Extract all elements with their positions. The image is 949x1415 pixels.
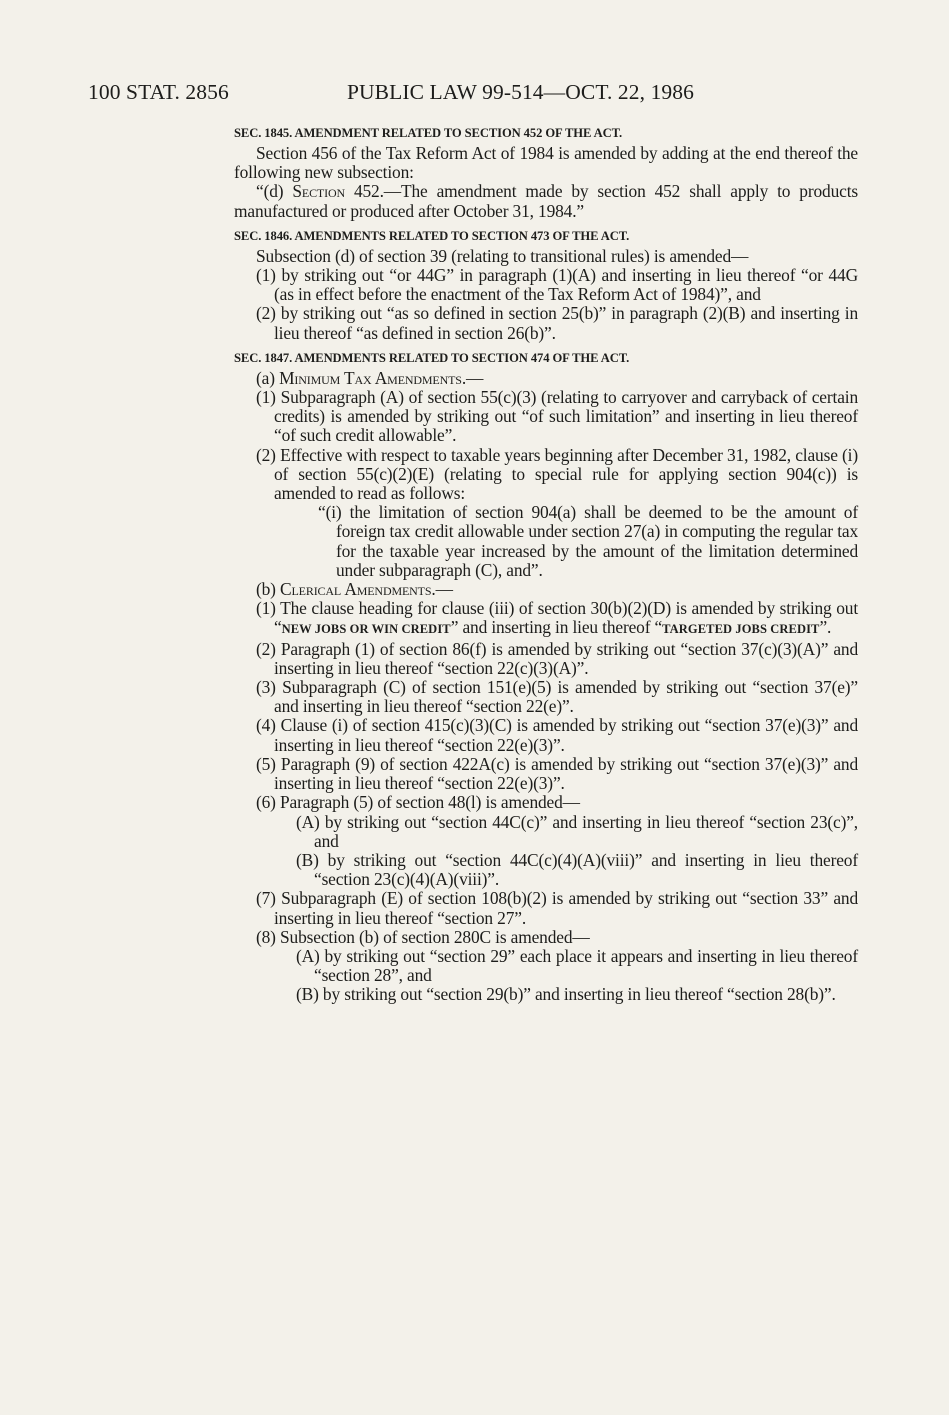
document-body — [234, 126, 858, 1005]
list-item: (2) Paragraph (1) of section 86(f) is amended by striking out “section 37(c)(3)(A)” and inserting in lieu thereof “section 22(c)(3)(A)”. — [256, 638, 858, 678]
list-item: (7) Subparagraph (E) of section 108(b)(2) is amended by striking out “section 33” and inserting in lieu thereof “section 27”. — [256, 888, 858, 928]
list-item: (2) by striking out “as so defined in section 25(b)” in paragraph (2)(B) and inserting in lieu thereof “as defined in section 26(b)”. — [256, 303, 858, 343]
list-subitem: (B) by striking out “section 29(b)” and inserting in lieu thereof “section 28(b)”. — [296, 984, 836, 1005]
paragraph: Section 456 of the Tax Reform Act of 1984 is amended by adding at the end thereof the following new subsection: — [234, 143, 858, 183]
paragraph: “(d) Section 452.—The amendment made by section 452 shall apply to products manufactured or produced after October 31, 1984.” — [234, 181, 858, 221]
list-subitem: (A) by striking out “section 29” each place it appears and inserting in lieu thereof “section 28”, and — [296, 945, 858, 986]
list-item: (1) Subparagraph (A) of section 55(c)(3) (relating to carryover and carryback of certain credits) is amended by striking out “of such limitation” and inserting in lieu thereof “of such credit allowable”. — [256, 387, 858, 446]
subsection-heading: (a) Minimum Tax Amendments.— — [256, 367, 484, 388]
list-item: (1) by striking out “or 44G” in paragraph (1)(A) and inserting in lieu thereof “or 44G (as in effect before the enactment of the Tax Reform Act of 1984)”, and — [256, 265, 858, 305]
section-heading-1845: SEC. 1845. AMENDMENT RELATED TO SECTION 452 OF THE ACT. — [234, 126, 623, 140]
list-subitem: (A) by striking out “section 44C(c)” and inserting in lieu thereof “section 23(c)”, and — [296, 811, 858, 851]
list-item: (6) Paragraph (5) of section 48(l) is amended— — [256, 792, 580, 813]
list-item: (3) Subparagraph (C) of section 151(e)(5) is amended by striking out “section 37(e)” and inserting in lieu thereof “section 22(e)”. — [256, 677, 858, 717]
subsection-heading: (b) Clerical Amendments.— — [256, 579, 453, 600]
quoted-clause: “(i) the limitation of section 904(a) shall be deemed to be the amount of foreign tax credit allowable under section 27(a) in computing the regular tax for the taxable year increased by the amount of the limitation determined under subparagraph (C), and”. — [318, 502, 858, 580]
paragraph: Subsection (d) of section 39 (relating to transitional rules) is amended— — [256, 245, 749, 266]
page-running-header: PUBLIC LAW 99-514—OCT. 22, 1986 — [347, 80, 694, 104]
list-item: (8) Subsection (b) of section 280C is amended— — [256, 926, 590, 947]
list-item: (1) The clause heading for clause (iii) of section 30(b)(2)(D) is amended by striking out “NEW JOBS OR WIN CREDIT” and inserting in lieu thereof “TARGETED JOBS CREDIT”. — [256, 598, 858, 638]
list-subitem: (B) by striking out “section 44C(c)(4)(A)(viii)” and inserting in lieu thereof “section 23(c)(4)(A)(viii)”. — [296, 849, 858, 890]
section-heading-1846: SEC. 1846. AMENDMENTS RELATED TO SECTION 473 OF THE ACT. — [234, 228, 630, 243]
page-stat-citation: 100 STAT. 2856 — [88, 80, 229, 104]
section-heading-1847: SEC. 1847. AMENDMENTS RELATED TO SECTION 474 OF THE ACT. — [234, 350, 630, 365]
list-item: (4) Clause (i) of section 415(c)(3)(C) is amended by striking out “section 37(e)(3)” and inserting in lieu thereof “section 22(e)(3)”. — [256, 715, 858, 755]
list-item: (2) Effective with respect to taxable years beginning after December 31, 1982, clause (i) of section 55(c)(2)(E) (relating to special rule for applying section 904(c)) is amended to read as follows: — [256, 444, 858, 504]
list-item: (5) Paragraph (9) of section 422A(c) is amended by striking out “section 37(e)(3)” and inserting in lieu thereof “section 22(e)(3)”. — [256, 753, 858, 794]
